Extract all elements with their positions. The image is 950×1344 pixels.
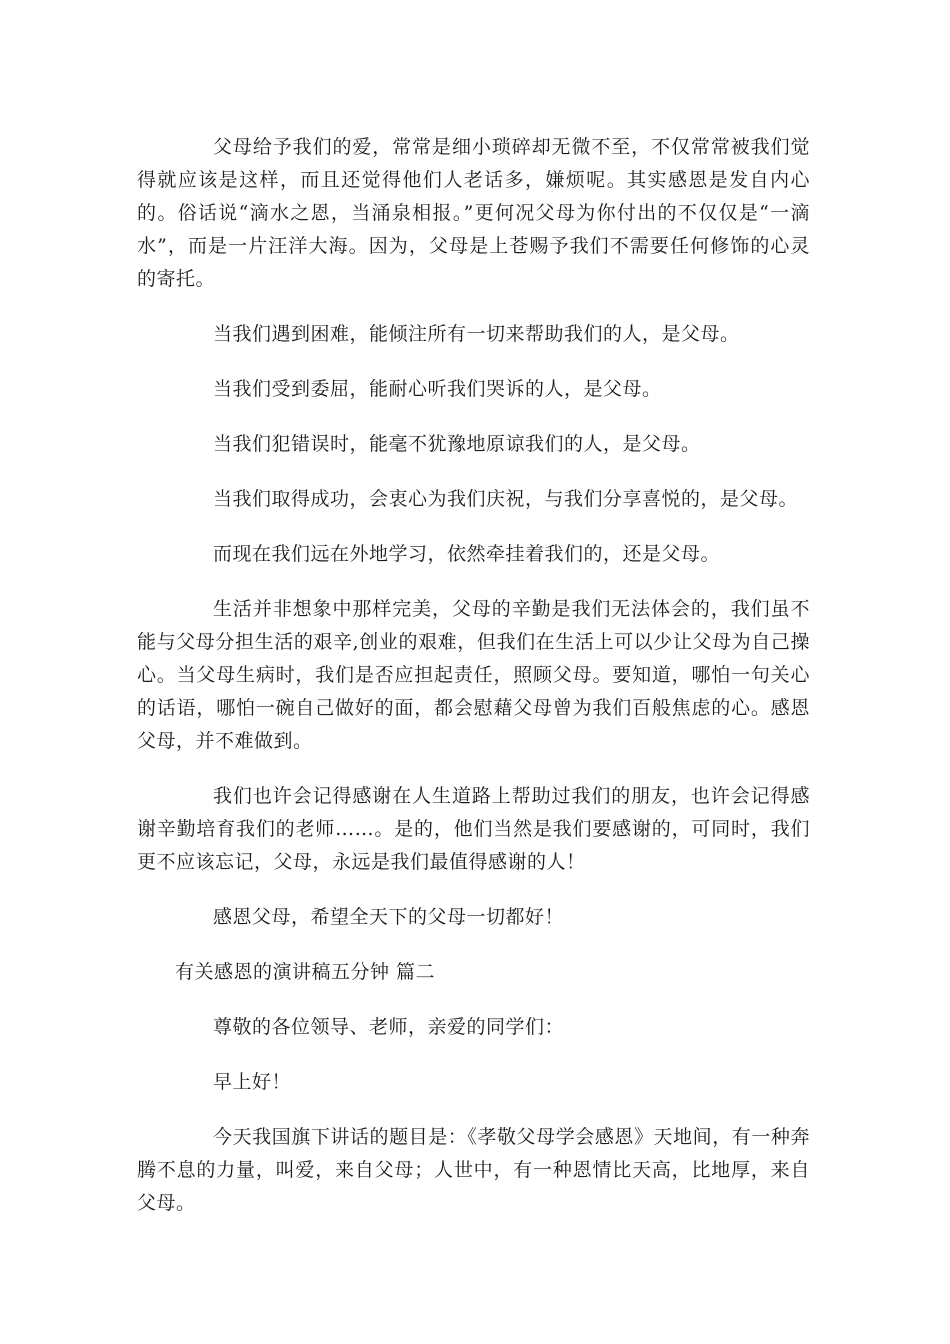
paragraph-5: 当我们取得成功，会衷心为我们庆祝，与我们分享喜悦的，是父母。 [213,488,799,510]
document-body [137,131,810,1220]
section-heading: 有关感恩的演讲稿五分钟 篇二 [175,961,436,983]
paragraph-9: 感恩父母，希望全天下的父母一切都好！ [213,906,565,928]
paragraph-7: 生活并非想象中那样完美，父母的辛勤是我们无法体会的，我们虽不能与父母分担生活的艰辛,创业的艰难，但我们在生活上可以少让父母为自己操心。当父母生病时，我们是否应担起责任，照顾父母。要知道，哪怕一句关心的话语，哪怕一碗自己做好的面，都会慰藉父母曾为我们百般焦虑的心。感恩父母，并不难做到。 [137,598,810,752]
paragraph-8: 我们也许会记得感谢在人生道路上帮助过我们的朋友，也许会记得感谢辛勤培育我们的老师……。是的，他们当然是我们要感谢的，可同时，我们更不应该忘记，父母，永远是我们最值得感谢的人！ [137,785,810,873]
paragraph-2: 当我们遇到困难，能倾注所有一切来帮助我们的人，是父母。 [213,323,740,345]
paragraph-6: 而现在我们远在外地学习，依然牵挂着我们的，还是父母。 [213,543,721,565]
speech-topic-paragraph: 今天我国旗下讲话的题目是：《孝敬父母学会感恩》天地间，有一种奔腾不息的力量，叫爱，来自父母；人世中，有一种恩情比天高，比地厚，来自父母。 [137,1126,810,1214]
paragraph-4: 当我们犯错误时，能毫不犹豫地原谅我们的人，是父母。 [213,433,701,455]
paragraph-1: 父母给予我们的爱，常常是细小琐碎却无微不至，不仅常常被我们觉得就应该是这样，而且还觉得他们人老话多，嫌烦呢。其实感恩是发自内心的。俗话说“滴水之恩，当涌泉相报。”更何况父母为你付出的不仅仅是“一滴水”，而是一片汪洋大海。因为，父母是上苍赐予我们不需要任何修饰的心灵的寄托。 [137,136,810,290]
greeting-paragraph: 尊敬的各位领导、老师，亲爱的同学们： [213,1016,565,1038]
morning-paragraph: 早上好！ [213,1071,292,1093]
paragraph-3: 当我们受到委屈，能耐心听我们哭诉的人，是父母。 [213,378,662,400]
